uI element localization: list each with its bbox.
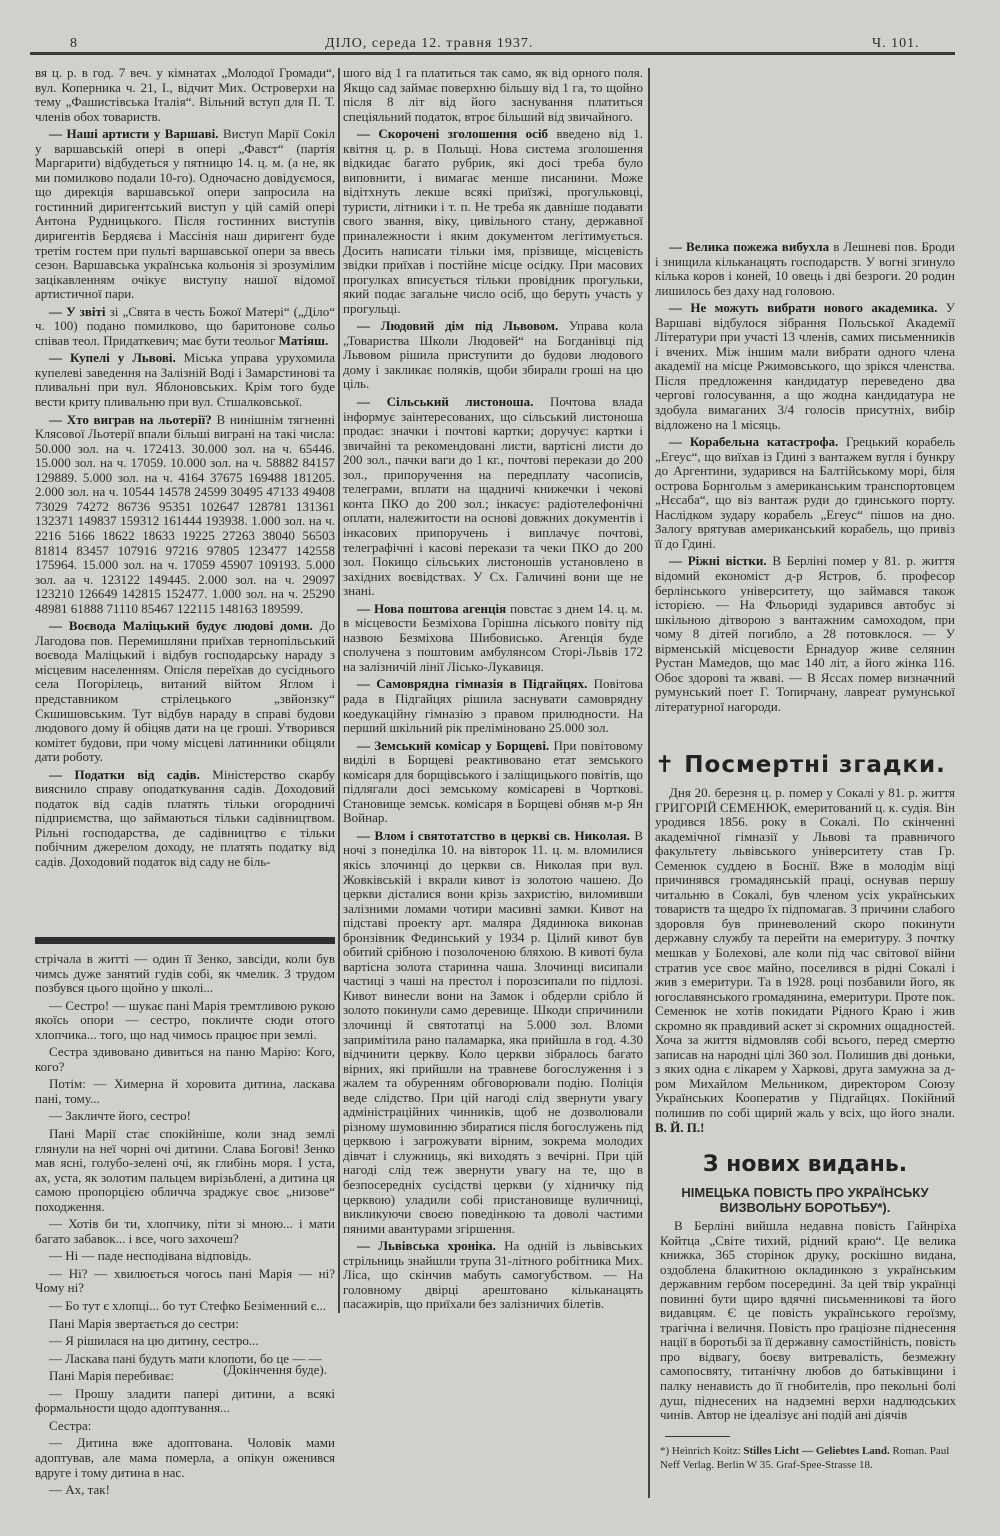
article-body: — Ні — паде несподівана відповідь. [49, 1248, 252, 1264]
article-paragraph [35, 1419, 335, 1434]
section-bar [35, 937, 335, 944]
article-paragraph [660, 1219, 956, 1423]
article-paragraph [343, 829, 643, 1236]
article-headline: — Львівська хроніка. [357, 1238, 496, 1254]
obituary-text [655, 786, 955, 1138]
article-paragraph [343, 677, 643, 735]
serial-story [35, 952, 335, 1501]
article-paragraph [35, 952, 335, 996]
article-paragraph [35, 1077, 335, 1106]
article-body: Повітова рада в Підгайцях рішила заснувати самоврядну коедукаційну гімназію з правом прилюдности. На перший шкільний рік преліміновано 25.000 зол. [343, 676, 643, 736]
article-headline: — Податки від садів. [49, 766, 200, 782]
article-paragraph [343, 127, 643, 316]
article-paragraph [35, 1483, 335, 1498]
article-body: Міська управа урухомила купелеві заведення на Залізній Воді і Замарстинові та пливальні при вул. Яблоновських. Крім того буде вести криту пливальню при вул. Стшалковської. [35, 350, 336, 410]
article-paragraph [35, 619, 335, 764]
article-paragraph [343, 1239, 643, 1312]
article-body: Потім: — Химерна й хоровита дитина, ласкава пані, тому... [35, 1076, 335, 1106]
article-body: введено від 1. квітня ц. р. в Польщі. Нова система зголошення відкидає багато рубрик, які досі треба було виповнити, і вимагає менше писанини. Може відітхнуть лекше всякі приїзжі, прогульковці, туристи, літники і т. п. Не треба як давніше подавати свого звання, віку, цивільного стану, державної приналежности і яким документом легітимується. Досить написати тільки імя, прізвище, місцевість звідки приїхав і постійне місце осідку. При масових прогулках вписується тільки провідник прогульки, який подає загальне число осіб, що беруть участь у прогульці. [343, 126, 644, 316]
article-paragraph [35, 1045, 335, 1074]
article-paragraph [655, 786, 955, 1135]
article-paragraph [35, 413, 335, 617]
article-body: стрічала в житті — один її Зенко, завсіди, коли був чимсь дуже занятий гудів собі, як чмелик. З трудом позбувся цього щойно у школі... [35, 951, 335, 996]
article-body: — Закличте його, сестро! [49, 1108, 191, 1124]
article-headline: — Людовий дім під Львовом. [357, 318, 559, 334]
article-body: — Ні? — хвилюється чогось пані Марія — ні? Чому ні? [35, 1265, 335, 1296]
article-paragraph [35, 66, 335, 124]
article-headline: — Земський комісар у Борщеві. [357, 737, 550, 753]
footnote-rule [665, 1436, 730, 1437]
article-body: — Ах, так! [49, 1482, 110, 1498]
article-paragraph [35, 1249, 335, 1264]
masthead-date: ДІЛО, середа 12. травня 1937. [325, 36, 534, 51]
article-paragraph [35, 1127, 335, 1214]
article-body: При повітовому виділі в Борщеві реактивовано етат земського комісаря для борщівського і заліщицького повітів, що підлягали досі земському комісареві в Чорткові. Становище земськ. комісаря в Борщеві обняв м-р Ян Войнар. [343, 737, 643, 826]
article-body: Грецький корабель „Егеус“, що виїхав із Гдині з вантажем вугля і бункру до Аргентини, зударився на Балтійському морі, біля острова Борнгольм з американським транспортовцем „Нєсаба“, що віз вантаж руди до гдинського порту. Наслідком зудару корабель „Егеус“ пішов на дно. Залогу врятував американський корабель, що привіз її до Гдині. [655, 434, 956, 551]
article-body: Сестра здивовано дивиться на паню Марію: Кого, кого? [35, 1044, 335, 1074]
article-body: — Сестро! — шукає пані Марія тремтливою рукою якоїсь опори — сестро, покличте сюди отого хлопчика... того, що над чимось працює при землі. [35, 997, 335, 1042]
article-headline: — Сільський листоноша. [357, 394, 534, 410]
article-paragraph [35, 1267, 335, 1296]
article-body: В ночі з понеділка 10. на вівторок 11. ц. м. вломилися якісь злочинці до церкви св. Николая при вул. Жовківській і вкрали кивот із золотою чашею. До церкви дісталися вони крізь захристію, виломивши залізними ломами чотири масивні замки. Кивот на підставі проекту арт. маляра Дядинюка виконав бронзівник Фединський у 1934 р. Цілий кивот був обитий срібною і позолоченою бляхою. В кивоті була вартісна золота старинна чаша. Злочинці висипали частиці з чаші на престол і порозсипали по підлозі. Кивот винесли вони на Замок і обдерли срібло й золото покинули само деревище. Шкоди спричинили злочинці й святотатці на 5.000 зол. Вломи запримітила рано паламарка, яка прийшла в год. 4.30 відчинити церкву. Коло церкви зібралось багато вірних, які прийшли на травневе богослуження і з жалем та обуренням обговорювали подію. Поліція веде слідство. При цій нагоді слід звернути увагу адміністраційних чинників, щоб не дозволювали різному шумовинню збиратися після богослужень під церквою і загрожувати вірним, зокрема молодих дівчат і служниць, які виходять з вечірні. При цій нагоді слід теж звернути увагу на те, що в безпосередніх сусідстві церкви (у хідничку під церквою) уладили собі пристановище вуличниці, викликуючи своєю поведінкою та доволі частими пяними авантурами згіршення. [343, 827, 644, 1236]
article-paragraph [35, 1299, 335, 1314]
article-paragraph [35, 768, 335, 870]
article-body: В Берліні помер у 81. р. життя відомий економіст д-р Ястров, б. професор берлінського університету, що займався також історією. — На Фльориді зударився автобус зі шкільною дітворою з вантажним самоходом, при чому 8 дітей погибло, а 28 потовклося. — У вірменській місцевости Ернадуор живе селянин Рустан Мамедов, що має 140 літ, а його жінка 116. Обоє здорові та жваві. — В Яссах помер визначний румунський поет Г. Топирчану, лавреат румунської літературної нагороди. [655, 553, 956, 714]
new-books-heading: З нових видань. [702, 1152, 908, 1177]
article-body: На одній із львівських стрільниць знайшли трупа 31-літного робітника Мих. Ліса, що скінчив мабуть самогубством. — На головному двірці арештовано кільканацять пасажирів, що приїхали без залізничих білетів. [343, 1238, 644, 1312]
column-divider [648, 68, 650, 1498]
article-headline: — Самоврядна гімназія в Підгайцях. [357, 676, 588, 692]
article-headline: — Скорочені зголошення осіб [357, 126, 549, 142]
cross-icon: ✝ [655, 752, 676, 778]
article-body: Дня 20. березня ц. р. помер у Сокалі у 81. р. життя ГРИГОРІЙ СЕМЕНЮК, емеритований ц. к. судія. Він уродився 1856. року в Сокалі. По скінченні академічної гімназії у Львові та правничого факультету львівського університету став Гр. Семенюк суддею в Боснії. Вже в молодім віці причинявся громадянській праці, оснував першу читальню в Сокалі, був членом усіх українських товариств та щедро їх підпомагав. З причини слабого здоровля був приневолений скоро покинути державну службу та перейти на емеритуру. З почтку мешкав у Болехові, але коли під час світової війни стратив усе своє майно, поселився в рідні Сокалі і жив з емеритури. Та в 1928. році позбавили його, як югославянського громадянина, емеритури. Проте пок. Семенюк не хотів покидати Рідного Краю і жив скромно як правдивий аскет зі скромних ощадностей. Хоча за життя відмовляв собі всього, перед смертю записав на народні цілі 360 зол. Полишив дві доньки, з яких одна є лікарем у Харкові, друга замужна за д-ром Михайлом Мельником, директором Союзу Українських Кооператив у Підгайцях. Покійний полишив по собі щирий жаль у всіх, що його знали. [655, 785, 955, 1121]
article-paragraph [343, 739, 643, 826]
article-headline: — Ріжні вістки. [669, 553, 767, 569]
article-body: зі „Свята в честь Божої Матері“ („Діло“ ч. 100) подано помилково, що баритонове сольо співав теол. Придаткевич; має бути теольог [35, 303, 336, 348]
obituary-heading: ✝ Посмертні згадки. [655, 752, 946, 778]
article-body: — Дитина вже адоптована. Чоловік мами адоптував, але мама померла, а опікун оженився вдруге і тому дитина в нас. [35, 1435, 335, 1480]
article-headline: — Наші артисти у Варшаві. [49, 126, 219, 142]
article-paragraph [35, 999, 335, 1043]
article-paragraph [655, 301, 955, 432]
emphasis-text: Матіяш. [278, 332, 329, 348]
article-body: Почтова влада інформує заінтересованих, що сільський листоноша продає: значки і почтові картки; доручує: картки і звичайні та рекомендовані листи, вартісні листи до 200 зол., пачки ваги до 1 кг., почтові перекази до 200 зол., припоручення на передплату часописів, телеграми, вплати на щадничі книжечки і чекові конта ПКО до 200 зол.; інкасує: радіотелефонічні оплати, належитости на основі довжних документів і інкасових припоручень і виплачує почтові, телеграфічні і касові перекази та чеки ПКО до 200 зол. Покищо сільських листоношів установлено в західних воєвідствах. У Сх. Галичині вони ще не знані. [343, 394, 643, 599]
article-headline: — Велика пожежа вибухла [669, 239, 830, 254]
article-body: в Лешневі пов. Броди і знищила кільканацять господарств. У вогні згинуло кілька коров і коней, 10 овець і дві безроги. 20 родин лишилось без даху над головою. [655, 239, 955, 298]
article-paragraph [343, 319, 643, 392]
article-paragraph [35, 1436, 335, 1480]
article-headline: — Хто виграв на льотерії? [49, 411, 212, 427]
article-paragraph [35, 351, 335, 409]
article-body: В Берліні вийшла недавна повість Гайнріха Койтца „Світе тихий, рідний краю“. Це велика книжка, 365 сторінок друку, роскішно видана, оздоблена блакитною окладинкою з українським державним гербом посередині. За цей твір українці повинні бути щиро вдячні письменникові та його видавцям. Є це повість українського героїзму, трагічна і величня. Повість про ґраціозне піднесення нації в боротьбі за її державну самостійність, повість про відвагу, боєву витревалість, безмежну самопосвяту, титанічну любов до батьківщини і палку ненависть до її гнобителів, про пекольні болі душ, піднесених на надземні верхи надлюдських чинів. Автор не ідеалізує ані подій ані діячів [660, 1218, 956, 1423]
article-headline: — Влом і святотатство в церкві св. Николая. [357, 827, 630, 843]
article-paragraph [35, 1317, 335, 1332]
article-headline: — Не можуть вибрати нового академика. [669, 300, 938, 316]
article-body: — Прошу зладити папері дитини, а всякі формальности щодо адоптування... [35, 1385, 335, 1416]
article-paragraph [35, 1217, 335, 1246]
article-paragraph [35, 1387, 335, 1416]
page-number: 8 [70, 36, 78, 51]
article-body: — Хотів би ти, хлопчику, піти зі мною... і мати багато забавок... і все, чого захочеш? [35, 1216, 335, 1246]
article-paragraph [343, 66, 643, 124]
article-headline: — У звіті [49, 303, 106, 319]
article-body: Пані Марія перебиває: [49, 1368, 175, 1384]
to-be-continued: (Докінчення буде). [223, 1361, 327, 1377]
article-body: У Варшаві відбулося зібрання Польської Академії Літератури при участі 13 членів, самих письменників і вчених. Між іншим мали вибрати одного члена академії на місце Ржимовського, що зрікся членства. Після предложення кандидатур переведено два чергові голосування, а що жодна кандидатура не здобула вимаганих 3/4 голосів присутніх, вибір відложено на 1 місяць. [655, 300, 956, 432]
article-body: — Бо тут є хлопці... бо тут Стефко Безіменний є... [49, 1298, 327, 1314]
new-books-review [660, 1219, 956, 1426]
header-rule [30, 52, 955, 55]
article-body: Управа кола „Товариства Школи Людовей“ на Богданівці під Львовом рішила приступити до будови людового дому і закликає поляків, щоби збирали гроші на цю ціль. [343, 318, 643, 392]
article-paragraph [35, 305, 335, 349]
article-body: Сестра: [49, 1417, 92, 1433]
article-body: — Ласкава пані будуть мати клопоти, бо це — — [49, 1350, 322, 1366]
article-paragraph [655, 435, 955, 551]
article-headline: — Воєвода Маліцький будує людові доми. [49, 618, 313, 634]
new-books-subheading: НІМЕЦЬКА ПОВІСТЬ ПРО УКРАЇНСЬКУ ВИЗВОЛЬНУ БОРОТЬБУ*). [681, 1185, 929, 1215]
article-paragraph [35, 1109, 335, 1124]
article-headline: — Купелі у Львові. [49, 350, 176, 366]
article-body: Пані Марія звертається до сестри: [49, 1315, 239, 1331]
article-body: Пані Марії стає спокійніше, коли знад землі глянули на неї чорні очі дитини. Слава Богові! Зенко мав ясні, голубо-зелені очі, як глибінь моря. І уста, ах, уста, як золотим пальцем вирізьблені, а дитина ця самою пропорцією обличча зраджує своє „низове“ походження. [35, 1126, 335, 1214]
left-column-news [35, 66, 335, 873]
article-body: шого від 1 га платиться так само, як від орного поля. Якщо сад займає поверхню більшу від 1 га, то щойно після 8 літ від його заснування платиться спеціяльний податок, втроє більший від звичайного. [343, 65, 643, 124]
article-body: До Лагодова пов. Перемишляни приїхав тернопільський воєвода Маліцький і відбув господарську нараду з місцевим населенням. Опісля переїхав до сусіднього села Погорілець, витаний війтом Яглом і представником стрілецького „звйонзку“ Скшишовським. Тут відбув нараду в справі будови людового дому й обіцяв дати на це гроші. Утворився комітет будови, при чому місцеві латинники обіцяли дати роботу. [35, 618, 335, 765]
article-headline: — Нова поштова агенція [357, 600, 507, 616]
article-body: повстає з днем 14. ц. м. в місцевости Безміхова Горішна ліського повіту під назвою Безміхова Шибовисько. Агенція буде сполучена з поштовим амбулянсом Сторі-Львів 172 на залізничій лінії Лісько-Лукавиця. [343, 600, 643, 674]
article-body: Міністерство скарбу вияснило справу оподаткування садів. Доходовий податок від садів платять тільки огородничі підприємства, що займаються тільки садівництвом. Рільні господарства, де садівництво є тільки побічним джерелом доходу, не платять податку від садів. Доходовий податок від саду не біль- [35, 766, 335, 869]
article-body: вя ц. р. в год. 7 веч. у кімнатах „Молодої Громади“, вул. Коперника ч. 21, I., відчит Мих. Островерхи на тему „Фашистівська Італія“. Вільний вступ для П. Т. членів обох товариств. [35, 65, 335, 124]
article-paragraph [35, 127, 335, 302]
issue-number: Ч. 101. [872, 36, 920, 51]
article-body: В нинішнім тягненні Клясової Льотерії впали більші виграні на такі числа: 50.000 зол. на ч. 172413. 30.000 зол. на ч. 65446. 15.000 зол. на ч. 17059. 10.000 зол. на ч. 58882 84157 129889. 5.000 зол. на ч. 4164 37675 169488 181205. 2.000 зол. на ч. 10544 14578 24599 30495 47133 49408 73029 74272 86736 95351 102647 128781 131361 132371 149837 159312 161444 193938. 1.000 зол. на ч. 2216 5166 18622 18633 19225 27263 38040 56503 81814 83457 107916 97216 97805 123477 142558 175964. 15.000 зол. на ч. 17059 45907 109193. 5.000 зол. аа ч. 123122 149445. 2.000 зол. на ч. 29097 123210 126649 142815 152477. 1.000 зол. на ч. 25290 48981 61888 71110 85467 122115 148163 189599. [35, 411, 335, 616]
article-paragraph [343, 602, 643, 675]
article-paragraph [35, 1334, 335, 1349]
article-body: Виступ Марії Сокіл у варшавській опері в опері „Фавст“ (партія Маргарити) відбудеться у пятницю 14. ц. м. (а не, як ми помилково подали 10-го). Одночасно довідуємося, що дирекція варшавської опери запросила на гостинний диригентський виступ у цій самій опері Антона Рудницького. Після гостинних виступів диригентів Бердяєва і Массінія наш диригент буде третім гостем при пульті варшавської опери за ввесь сезон. Варшавська українська кольонія зі зрозумілим зацікавленням очікує виступу нашої відомої артистичної пари. [35, 126, 336, 302]
article-paragraph [343, 395, 643, 599]
article-headline: — Корабельна катастрофа. [669, 434, 839, 450]
middle-column-news [343, 66, 643, 1315]
article-body: — Я рішилася на цю дитину, сестро... [49, 1333, 259, 1349]
article-paragraph [655, 240, 955, 298]
footnote: *) Heinrich Koitz: Stilles Licht — Geliebtes Land. Roman. Paul Neff Verlag. Berlin W 35. Graf-Spee-Strasse 18. [660, 1445, 950, 1471]
emphasis-text: В. Й. П.! [655, 1119, 705, 1135]
article-paragraph [655, 554, 955, 714]
column-divider [338, 68, 340, 1313]
right-column-news [655, 240, 955, 718]
